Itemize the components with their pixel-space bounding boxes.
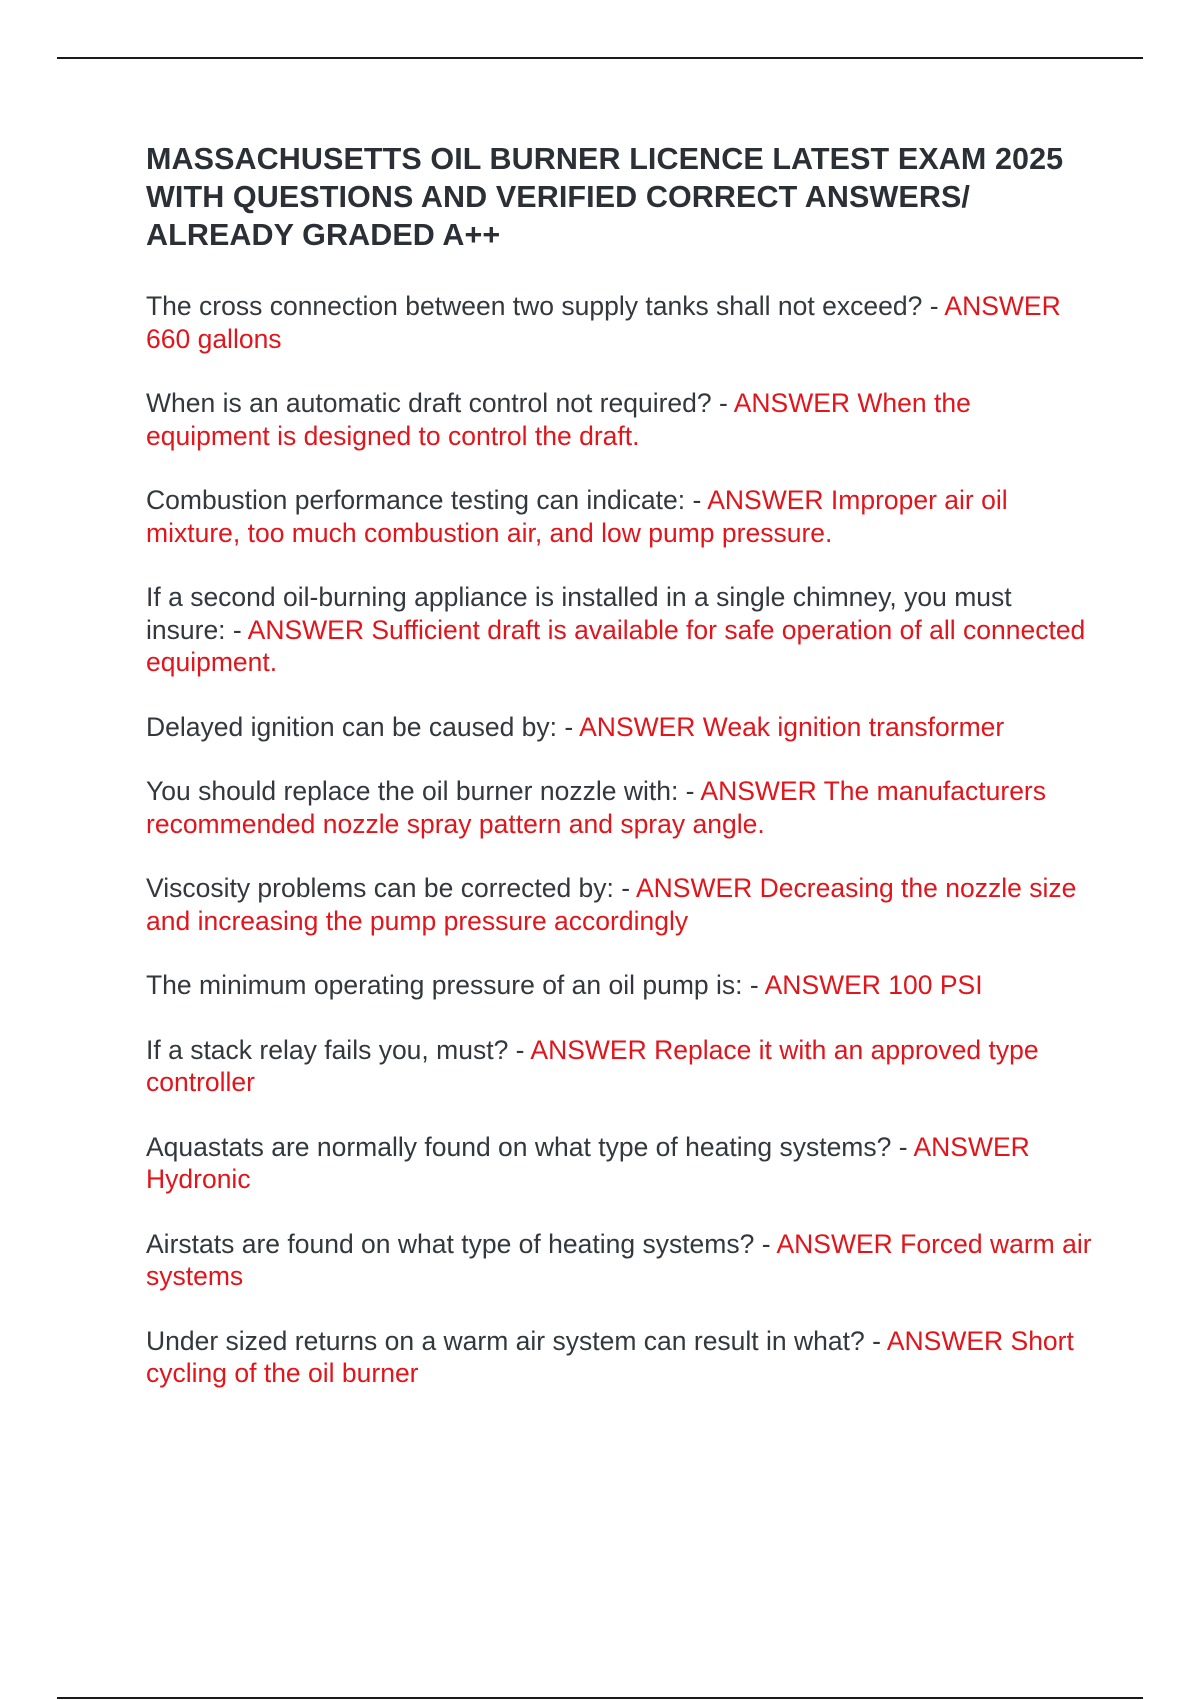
qa-item bbox=[146, 290, 1096, 355]
qa-item bbox=[146, 711, 1096, 744]
question-text: If a stack relay fails you, must? bbox=[146, 1034, 509, 1065]
answer-text: ANSWER 100 PSI bbox=[764, 970, 983, 1000]
separator: - bbox=[922, 291, 945, 321]
qa-item bbox=[146, 872, 1096, 937]
question-text: When is an automatic draft control not required? bbox=[146, 388, 712, 418]
answer-text: ANSWER Decreasing the nozzle size and increasing the pump pressure accordingly bbox=[146, 873, 1077, 936]
qa-item bbox=[146, 1034, 1096, 1099]
qa-item bbox=[146, 484, 1096, 549]
separator: - bbox=[711, 388, 734, 418]
qa-item bbox=[146, 387, 1096, 452]
question-text: Under sized returns on a warm air system can result in what? bbox=[146, 1325, 865, 1356]
answer-text: ANSWER Forced warm air systems bbox=[146, 1228, 1092, 1291]
separator: - bbox=[685, 485, 708, 515]
separator: - bbox=[557, 711, 580, 742]
qa-item bbox=[146, 775, 1096, 840]
header-rule bbox=[57, 57, 1143, 59]
qa-item bbox=[146, 969, 1096, 1002]
answer-text: ANSWER 660 gallons bbox=[146, 291, 1061, 354]
question-text: Viscosity problems can be corrected by: bbox=[146, 873, 614, 903]
answer-text: ANSWER The manufacturers recommended nozzle spray pattern and spray angle. bbox=[146, 776, 1047, 839]
separator: - bbox=[742, 970, 765, 1000]
answer-text: ANSWER Weak ignition transformer bbox=[579, 711, 1005, 742]
separator: - bbox=[754, 1228, 777, 1259]
answer-text: ANSWER When the equipment is designed to control the draft. bbox=[146, 388, 971, 451]
question-text: Aquastats are normally found on what type of heating systems? bbox=[146, 1131, 892, 1162]
document-body bbox=[146, 140, 1096, 1422]
qa-item bbox=[146, 1131, 1096, 1196]
question-text: The cross connection between two supply tanks shall not exceed? bbox=[146, 291, 923, 321]
document-title: MASSACHUSETTS OIL BURNER LICENCE LATEST EXAM 2025 WITH QUESTIONS AND VERIFIED CORRECT ANSWERS/ ALREADY GRADED A++ bbox=[146, 142, 1064, 252]
question-text: Airstats are found on what type of heating systems? bbox=[146, 1228, 755, 1259]
qa-item bbox=[146, 1228, 1096, 1293]
separator: - bbox=[508, 1034, 531, 1065]
question-text: The minimum operating pressure of an oil pump is: bbox=[146, 970, 743, 1000]
answer-text: ANSWER Sufficient draft is available for safe operation of all connected equipment. bbox=[146, 614, 1086, 677]
question-text: Delayed ignition can be caused by: bbox=[146, 711, 558, 742]
separator: - bbox=[891, 1131, 914, 1162]
question-text: Combustion performance testing can indicate: bbox=[146, 485, 686, 515]
separator: - bbox=[678, 776, 701, 806]
separator: - bbox=[864, 1325, 887, 1356]
separator: - bbox=[225, 614, 248, 645]
answer-text: ANSWER Hydronic bbox=[146, 1131, 1030, 1194]
answer-text: ANSWER Short cycling of the oil burner bbox=[146, 1325, 1074, 1388]
question-text: You should replace the oil burner nozzle with: bbox=[146, 776, 679, 806]
answer-text: ANSWER Replace it with an approved type controller bbox=[146, 1034, 1039, 1097]
answer-text: ANSWER Improper air oil mixture, too much combustion air, and low pump pressure. bbox=[146, 485, 1008, 548]
qa-item bbox=[146, 581, 1096, 679]
qa-item bbox=[146, 1325, 1096, 1390]
separator: - bbox=[613, 873, 636, 903]
footer-rule bbox=[57, 1697, 1143, 1699]
question-text: If a second oil-burning appliance is installed in a single chimney, you must insure: bbox=[146, 582, 1012, 645]
